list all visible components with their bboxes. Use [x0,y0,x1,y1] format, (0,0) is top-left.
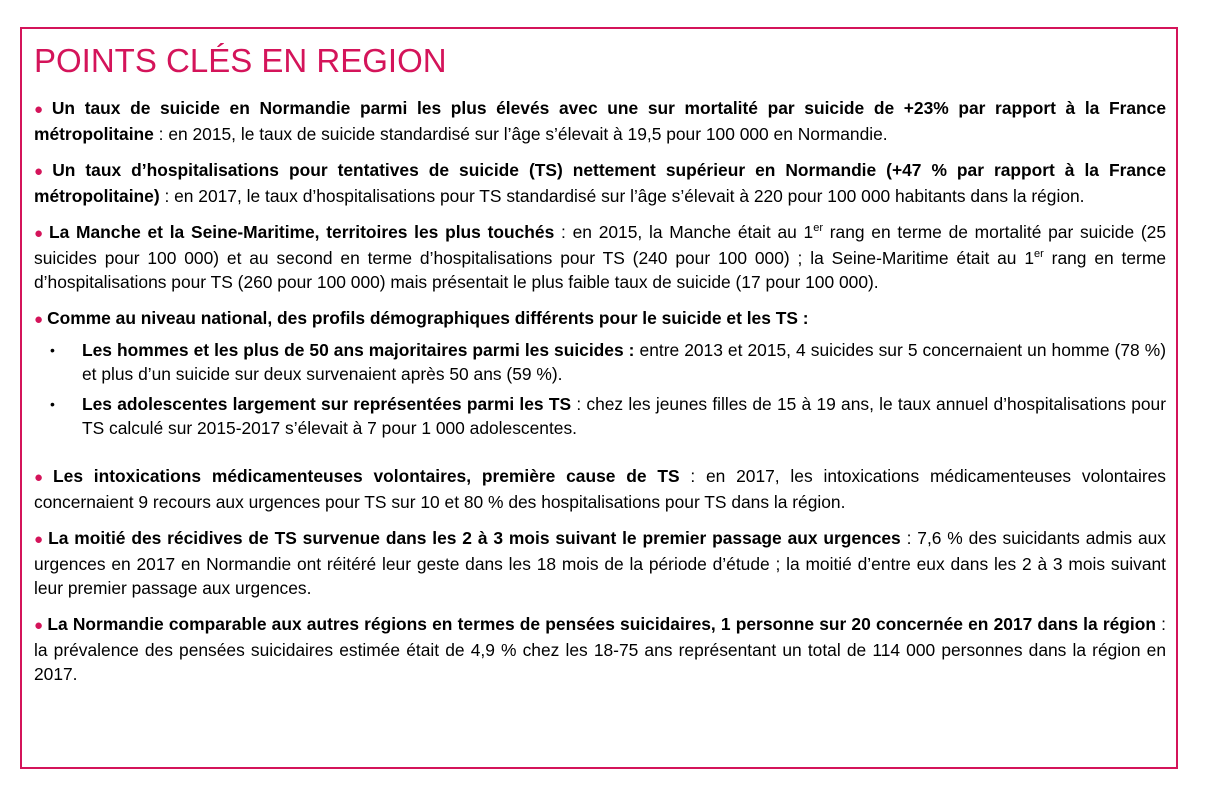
key-point-text: rang en terme d’hospitalisations pour TS (260 pour 100 000) mais présentait le plus faible taux de suicide (17 pour 100 000). [34,248,1166,292]
key-point-heading: La moitié des récidives de TS survenue dans les 2 à 3 mois suivant le premier passage aux urgences [48,528,901,548]
key-point-2 [34,158,1166,208]
bullet-icon: ● [34,469,50,486]
bullet-icon: ● [34,101,48,118]
bullet-icon: ● [34,225,45,242]
sub-bullet-icon: • [50,396,55,412]
key-point-heading: La Manche et la Seine-Maritime, territoires les plus touchés [48,222,555,242]
page-title: POINTS CLÉS EN REGION [34,42,447,79]
bullet-icon: ● [34,311,44,328]
key-point-heading: Les intoxications médicamenteuses volontaires, première cause de TS [53,466,680,486]
sub-point-text: entre 2013 et 2015, 4 suicides sur 5 concernaient un homme (78 %) et plus d’un suicide sur deux survenaient après 50 ans (59 %). [82,340,1166,384]
key-point-text: rang en terme de mortalité par suicide (25 suicides pour 100 000) et au second en terme d’hospitalisations pour TS (240 pour 100 000) ; la Seine-Maritime était au 1 [34,222,1167,268]
key-point-text: : en 2017, le taux d’hospitalisations pour TS standardisé sur l’âge s’élevait à 220 pour 100 000 habitants dans la région. [159,186,1085,206]
key-point-heading: Un taux de suicide en Normandie parmi les plus élevés avec une sur mortalité par suicide de +23% par rapport à la France métropolitaine [34,98,1167,144]
sub-point-list [34,338,1166,440]
sub-bullet-icon: • [50,342,55,358]
key-point-text: : en 2015, le taux de suicide standardisé sur l’âge s’élevait à 19,5 pour 100 000 en Normandie. [153,124,888,144]
key-point-text: : la prévalence des pensées suicidaires estimée était de 4,9 % chez les 18-75 ans représentant un total de 114 000 personnes dans la région en 2017. [34,614,1167,684]
sub-point-1 [34,338,1166,386]
key-point-heading: Comme au niveau national, des profils démographiques différents pour le suicide et les TS : [47,308,809,328]
key-point-4 [34,306,1166,332]
key-point-heading: Un taux d’hospitalisations pour tentatives de suicide (TS) nettement supérieur en Normandie (+47 % par rapport à la France métropolitaine) [34,160,1166,206]
key-point-text: : en 2017, les intoxications médicamenteuses volontaires concernaient 9 recours aux urgences pour TS sur 10 et 80 % des hospitalisations pour TS dans la région. [34,466,1166,512]
key-point-3 [34,220,1166,294]
key-point-1 [34,96,1166,146]
bullet-icon: ● [34,617,44,634]
bullet-icon: ● [34,163,49,180]
key-point-text: : en 2015, la Manche était au 1 [554,222,814,242]
key-points-content [34,96,1166,698]
superscript: er [1034,248,1044,260]
key-point-heading: La Normandie comparable aux autres régions en termes de pensées suicidaires, 1 personne sur 20 concernée en 2017 dans la région [47,614,1156,634]
key-point-6 [34,526,1166,600]
bullet-icon: ● [34,531,45,548]
sub-point-2 [34,392,1166,440]
superscript: er [813,222,824,234]
sub-point-text: : chez les jeunes filles de 15 à 19 ans, le taux annuel d’hospitalisations pour TS calculé sur 2015-2017 s’élevait à 7 pour 1 000 adolescentes. [82,394,1166,438]
sub-point-heading: Les adolescentes largement sur représentées parmi les TS [82,394,572,414]
key-point-5 [34,464,1166,514]
key-point-text: : 7,6 % des suicidants admis aux urgences en 2017 en Normandie ont réitéré leur geste dans les 18 mois de la période d’étude ; la moitié d’entre eux dans les 2 à 3 mois suivant leur premier passage aux urgences. [34,528,1166,598]
key-point-7 [34,612,1166,686]
sub-point-heading: Les hommes et les plus de 50 ans majoritaires parmi les suicides : [82,340,635,360]
